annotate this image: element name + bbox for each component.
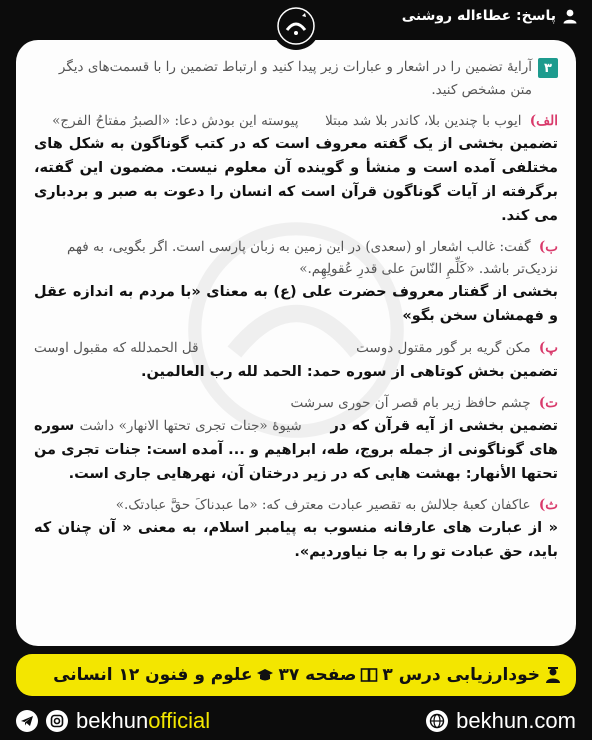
question-text: آرایهٔ تضمین را در اشعار و عبارات زیر پیدا کنید و ارتباط تضمین را با قسمت‌های دیگر متن مشخص کنید. [58, 59, 532, 98]
answer-rest: سوره های گوناگونی از جمله بروج، طه، ابراهیم و ... آمده است: جنات تجری من تحتها الأنهار: بهشت هایی که در زیر درختان آن، نهرهایی جاری است. [34, 418, 558, 482]
part-label: ت) [538, 395, 558, 411]
globe-icon [426, 710, 448, 732]
answer-by-text: پاسخ: عطاءاله روشنی [401, 8, 556, 24]
answer-text-te [34, 414, 558, 486]
part-te-verse-right [34, 392, 558, 414]
part-pe [34, 336, 558, 384]
instagram-icon[interactable] [46, 710, 68, 732]
lesson-footer [16, 654, 576, 696]
verse-hemistich: شیوهٔ «جنات تجری تحتها الانهار» داشت [79, 418, 302, 434]
footer-book: علوم و فنون ۱۲ انسانی [53, 665, 253, 685]
verse-hemistich: مکن گریه بر گور مقتول دوست [356, 340, 531, 356]
book-icon [360, 666, 378, 684]
prose-text: گفت: غالب اشعار او (سعدی) در این زمین به زبان پارسی است. اگر بگویی، به فهم نزدیک‌تر باشد. «کَلِّمِ النّاسَ علی قدرِ عُقولِهِم.» [67, 239, 558, 277]
student-icon [544, 666, 562, 684]
part-se [34, 494, 558, 564]
part-be [34, 236, 558, 328]
website-link[interactable] [426, 708, 576, 734]
bekhun-logo [272, 2, 320, 50]
answer-text: تضمین بخش کوتاهی از سوره حمد: الحمد لله رب العالمین. [140, 364, 558, 380]
handle-highlight: official [148, 708, 211, 733]
part-label: پ) [538, 340, 558, 356]
graduation-cap-icon [256, 666, 274, 684]
user-icon [562, 8, 578, 24]
part-label: ث) [538, 497, 558, 513]
social-handle[interactable] [76, 708, 210, 734]
prose-text: عاکفان کعبهٔ جلالش به تقصیر عبادت معترف که: «ما عبدناکَ حقَّ عبادتک.» [115, 497, 531, 513]
part-label: الف) [529, 113, 558, 129]
part-pe-verse [34, 336, 558, 360]
answer-text: بخشی از گفتار معروف حضرت علی (ع) به معنای «با مردم به اندازه عقل و فهمشان سخن بگو» [34, 284, 558, 324]
part-label: ب) [538, 239, 558, 255]
verse-hemistich: پیوسته این بودش دعا: «الصبرُ مفتاحُ الفرج» [52, 113, 299, 129]
handle-plain: bekhun [76, 708, 149, 733]
footer-page: صفحه ۳۷ [278, 665, 357, 685]
part-te [34, 392, 558, 486]
answer-start: تضمین بخشی از آیه قرآن که در [330, 418, 558, 434]
verse-hemistich: قل الحمدلله که مقبول اوست [34, 340, 199, 356]
answer-text: « از عبارت های عارفانه منسوب به پیامبر اسلام، به معنی « آن چنان که باید، حق عبادت تو را به جا نیاوردیم». [34, 520, 558, 560]
question-number: ۳ [538, 58, 558, 78]
verse-hemistich: چشم حافظ زیر بام قصر آن حوری سرشت [290, 395, 531, 411]
question [34, 56, 558, 102]
answer-by [402, 8, 578, 24]
verse-hemistich: ایوب با چندین بلا، کاندر بلا شد مبتلا [325, 113, 522, 129]
footer-lesson: خودارزیابی درس ۳ [382, 665, 540, 685]
part-alef [34, 110, 558, 228]
answer-card [16, 40, 576, 646]
answer-text: تضمین بخشی از یک گفته معروف است که در کتب گوناگون به شکل های مختلفی آمده است و منشأ و گوینده آن معلوم نیست. مضمون این گفته، برگرفته از آیات گوناگون قرآن است که انسان را دعوت به صبر و بردباری می کند. [34, 136, 558, 224]
part-se-text [34, 494, 558, 516]
part-be-text [34, 236, 558, 280]
part-alef-verse [34, 110, 558, 132]
social-links [16, 708, 210, 734]
telegram-icon[interactable] [16, 710, 38, 732]
bottom-bar [0, 702, 592, 740]
website-url: bekhun.com [456, 708, 576, 733]
logo-icon [276, 6, 316, 46]
